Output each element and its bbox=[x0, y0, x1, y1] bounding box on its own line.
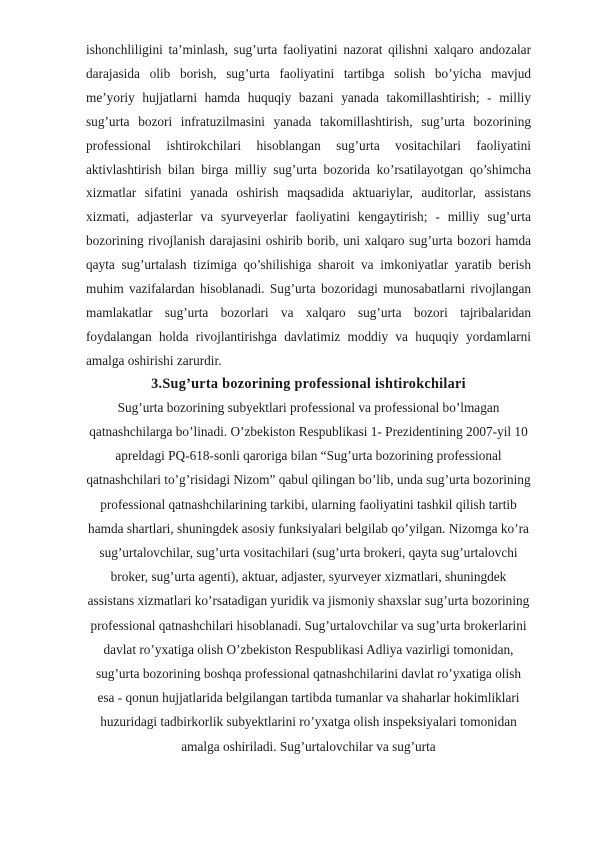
document-page bbox=[86, 38, 531, 759]
section-heading: 3.Sug’urta bozorining professional ishtirokchilari bbox=[151, 375, 466, 392]
body-paragraph: ishonchliligini ta’minlash, sug’urta faoliyatini nazorat qilishni xalqaro andozalar darajasida olib borish, sug’urta faoliyatini tartibga solish bo’yicha mavjud me’yoriy hujjatlarni hamda huquqiy bazani yanada takomillashtirish; - milliy sug’urta bozori infratuzilmasini yanada takomillashtirish, sug’urta bozorining professional ishtirokchilari hisoblangan sug’urta vositachilari faoliyatini aktivlashtirish bilan birga milliy sug’urta bozorida ko’rsatilayotgan qo’shimcha xizmatlar sifatini yanada oshirish maqsadida aktuariylar, auditorlar, assistans xizmati, adjasterlar va syurveyerlar faoliyatini kengaytirish; - milliy sug’urta bozorining rivojlanish darajasini oshirib borib, uni xalqaro sug’urta bozori hamda qayta sug’urtalash tizimiga qo’shilishiga sharoit va imkoniyatlar yaratib berish muhim vazifalardan hisoblanadi. Sug’urta bozoridagi munosabatlarni rivojlangan mamlakatlar sug’urta bozorlari va xalqaro sug’urta bozori tajribalaridan foydalangan holda rivojlantirishga davlatimiz moddiy va huquqiy yordamlarni amalga oshirishi zarurdir. bbox=[86, 42, 531, 368]
body-paragraph-centered: Sug’urta bozorining subyektlari professional va professional bo’lmagan qatnashchilarga bo’linadi. O’zbekiston Respublikasi 1- Prezidentining 2007-yil 10 apreldagi PQ-618-sonli qaroriga bilan “Sug’urta bozorining professional qatnashchilari to’g’risidagi Nizom” qabul qilingan bo’lib, unda sug’urta bozorining professional qatnashchilarining tarkibi, ularning faoliyatini tashkil qilish tartib hamda shartlari, shuningdek asosiy funksiyalari belgilab qo’yilgan. Nizomga ko’ra sug’urtalovchilar, sug’urta vositachilari (sug’urta brokeri, qayta sug’urtalovchi broker, sug’urta agenti), aktuar, adjaster, syurveyer xizmatlari, shuningdek assistans xizmatlari ko’rsatadigan yuridik va jismoniy shaxslar sug’urta bozorining professional qatnashchilari hisoblanadi. Sug’urtalovchilar va sug’urta brokerlarini davlat ro’yxatiga olish O’zbekiston Respublikasi Adliya vazirligi tomonidan, sug’urta bozorining boshqa professional qatnashchilarini davlat ro’yxatiga olish esa - qonun hujjatlarida belgilangan tartibda tumanlar va shaharlar hokimliklari huzuridagi tadbirkorlik subyektlarini ro’yxatga olish inspeksiyalari tomonidan amalga oshiriladi. Sug’urtalovchilar va sug’urta bbox=[86, 399, 531, 754]
